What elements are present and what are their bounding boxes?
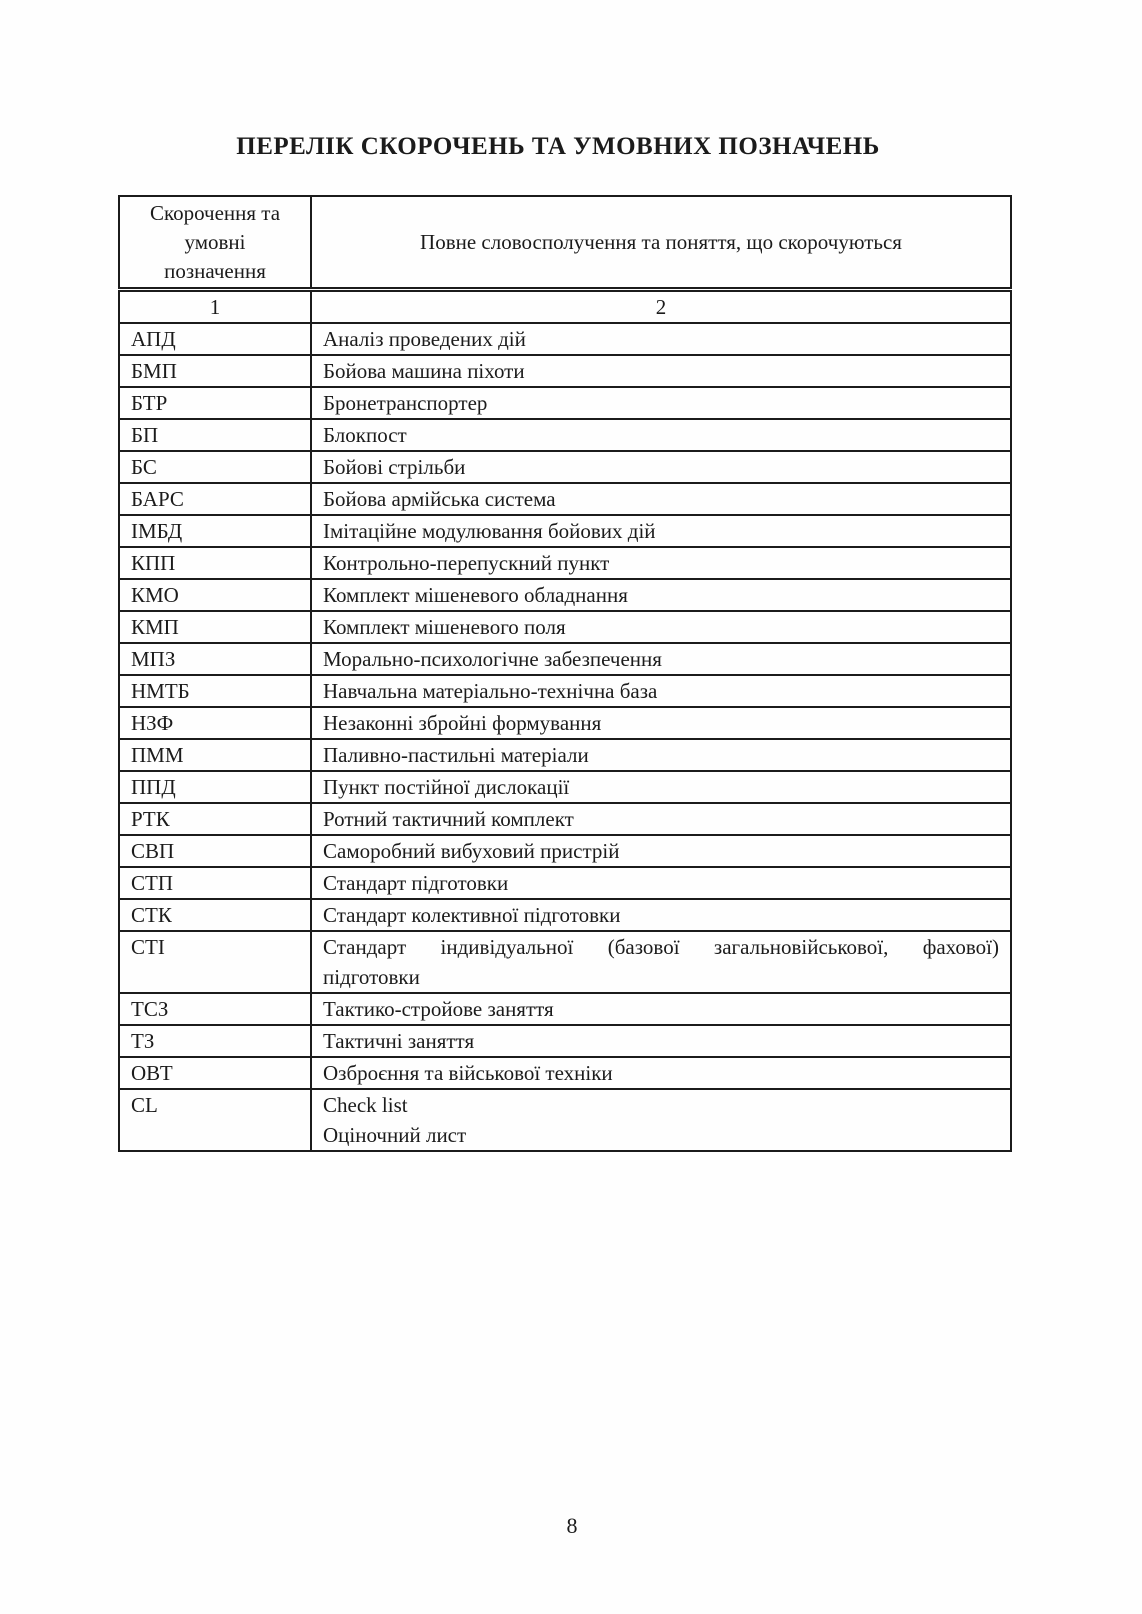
abbr-cell: МПЗ <box>119 643 311 675</box>
definition-cell: Бронетранспортер <box>311 387 1011 419</box>
table-row <box>119 387 1011 419</box>
abbr-cell: ТЗ <box>119 1025 311 1057</box>
abbr-cell: БМП <box>119 355 311 387</box>
definition-cell: Морально-психологічне забезпечення <box>311 643 1011 675</box>
table-row <box>119 611 1011 643</box>
table-row <box>119 419 1011 451</box>
definition-cell: Незаконні збройні формування <box>311 707 1011 739</box>
abbr-cell: РТК <box>119 803 311 835</box>
abbr-cell: БП <box>119 419 311 451</box>
table-row <box>119 803 1011 835</box>
definition-cell: Комплект мішеневого обладнання <box>311 579 1011 611</box>
abbr-cell: ІМБД <box>119 515 311 547</box>
header-definition-cell: Повне словосполучення та поняття, що скорочуються <box>311 196 1011 290</box>
definition-cell: Стандарт колективної підготовки <box>311 899 1011 931</box>
abbr-cell: КМП <box>119 611 311 643</box>
numbering-cell: 2 <box>311 290 1011 324</box>
definition-cell: Комплект мішеневого поля <box>311 611 1011 643</box>
table-row <box>119 579 1011 611</box>
abbr-cell: СТІ <box>119 931 311 993</box>
table-row <box>119 707 1011 739</box>
abbr-cell: АПД <box>119 323 311 355</box>
table-row <box>119 675 1011 707</box>
definition-cell: Тактико-стройове заняття <box>311 993 1011 1025</box>
definition-cell: Блокпост <box>311 419 1011 451</box>
abbr-cell: КПП <box>119 547 311 579</box>
table-row <box>119 771 1011 803</box>
abbr-cell: БС <box>119 451 311 483</box>
table-header-row <box>119 196 1011 290</box>
definition-cell <box>311 931 1011 993</box>
definition-cell: Бойова армійська система <box>311 483 1011 515</box>
table-row <box>119 931 1011 993</box>
header-abbr-cell: Скорочення та умовні позначення <box>119 196 311 290</box>
table-row <box>119 1089 1011 1151</box>
table-row <box>119 1025 1011 1057</box>
abbr-cell: НЗФ <box>119 707 311 739</box>
table-row <box>119 993 1011 1025</box>
definition-cell <box>311 1089 1011 1151</box>
definition-cell: Контрольно-перепускний пункт <box>311 547 1011 579</box>
definition-cell: Навчальна матеріально-технічна база <box>311 675 1011 707</box>
table-row <box>119 515 1011 547</box>
page-number: 8 <box>566 1513 578 1538</box>
definition-cell: Бойова машина піхоти <box>311 355 1011 387</box>
abbr-cell: ОВТ <box>119 1057 311 1089</box>
table-row <box>119 643 1011 675</box>
abbr-cell: CL <box>119 1089 311 1151</box>
definition-cell: Ротний тактичний комплект <box>311 803 1011 835</box>
definition-cell: Озброєння та військової техніки <box>311 1057 1011 1089</box>
abbr-cell: КМО <box>119 579 311 611</box>
definition-cell: Саморобний вибуховий пристрій <box>311 835 1011 867</box>
table-row <box>119 899 1011 931</box>
table-row <box>119 323 1011 355</box>
page-title: ПЕРЕЛІК СКОРОЧЕНЬ ТА УМОВНИХ ПОЗНАЧЕНЬ <box>236 133 880 160</box>
table-row <box>119 835 1011 867</box>
definition-line-1: Стандарт індивідуальної (базової загальновійськової, фахової) <box>323 935 999 959</box>
table-row <box>119 867 1011 899</box>
abbr-cell: СТП <box>119 867 311 899</box>
definition-cell: Стандарт підготовки <box>311 867 1011 899</box>
definition-cell: Бойові стрільби <box>311 451 1011 483</box>
table-row <box>119 739 1011 771</box>
abbr-cell: СТК <box>119 899 311 931</box>
table-row <box>119 451 1011 483</box>
definition-line-2: підготовки <box>323 965 420 989</box>
table-row <box>119 1057 1011 1089</box>
definition-line-2: Оціночний лист <box>323 1123 467 1147</box>
definition-cell: Пункт постійної дислокації <box>311 771 1011 803</box>
definition-cell: Паливно-пастильні матеріали <box>311 739 1011 771</box>
definition-cell: Імітаційне модулювання бойових дій <box>311 515 1011 547</box>
table-row <box>119 355 1011 387</box>
definition-cell: Тактичні заняття <box>311 1025 1011 1057</box>
abbr-cell: НМТБ <box>119 675 311 707</box>
abbr-cell: БАРС <box>119 483 311 515</box>
abbr-cell: ППД <box>119 771 311 803</box>
abbreviations-table <box>118 195 1012 1152</box>
abbr-cell: ПММ <box>119 739 311 771</box>
abbr-cell: БТР <box>119 387 311 419</box>
table-row <box>119 483 1011 515</box>
definition-line-1: Check list <box>323 1093 408 1117</box>
abbr-cell: ТСЗ <box>119 993 311 1025</box>
column-numbering-row <box>119 290 1011 324</box>
definition-cell: Аналіз проведених дій <box>311 323 1011 355</box>
abbr-cell: СВП <box>119 835 311 867</box>
table-row <box>119 547 1011 579</box>
numbering-cell: 1 <box>119 290 311 324</box>
